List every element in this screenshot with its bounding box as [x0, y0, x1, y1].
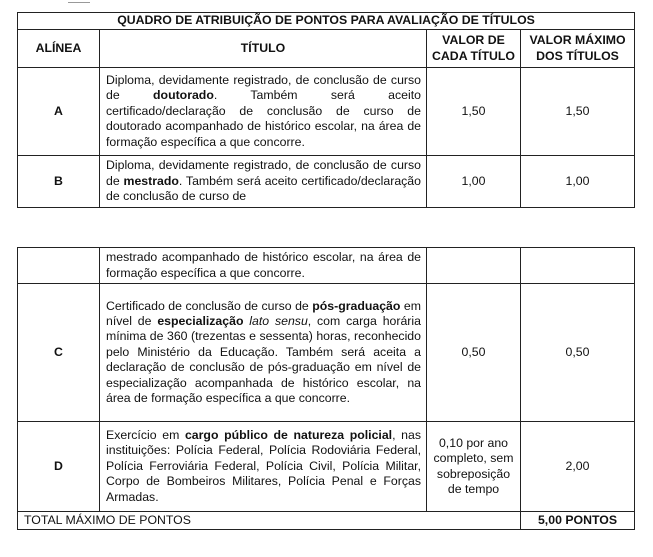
total-value: 5,00 PONTOS: [521, 512, 635, 530]
maximo-a: 1,50: [521, 68, 635, 156]
header-alinea: ALÍNEA: [18, 30, 100, 68]
page-top-mark: [68, 2, 90, 3]
maximo-b-continued: [521, 248, 635, 284]
titulo-b: Diploma, devidamente registrado, de conclusão de curso de mestrado. Também será aceito certificado/declaração de conclusão de curso de: [100, 156, 427, 208]
header-valor-line1: VALOR DE: [442, 33, 505, 48]
table-row-d: [18, 422, 635, 512]
header-maximo: [521, 30, 635, 68]
titulo-a: Diploma, devidamente registrado, de conclusão de curso de doutorado. Também será aceito certificado/declaração de conclusão de curso de doutorado acompanhado de histórico escolar, na área de formação específica a que concorre.: [100, 68, 427, 156]
maximo-b: 1,00: [521, 156, 635, 208]
points-table-part-1: [17, 12, 635, 208]
titulo-b-continued: mestrado acompanhado de histórico escolar, na área de formação específica a que concorre.: [100, 248, 427, 284]
valor-b: 1,00: [427, 156, 521, 208]
table-row-c: [18, 284, 635, 422]
alinea-b-continued: [18, 248, 100, 284]
maximo-d: 2,00: [521, 422, 635, 512]
valor-b-continued: [427, 248, 521, 284]
titulo-d: Exercício em cargo público de natureza policial, nas instituições: Polícia Federal, Polícia Rodoviária Federal, Polícia Ferroviária Federal, Polícia Civil, Polícia Militar, Corpo de Bombeiros Militares, Polícia Penal e Forças Armadas.: [100, 422, 427, 512]
valor-d: 0,10 por ano completo, sem sobreposição de tempo: [427, 422, 521, 512]
table-row-b: [18, 156, 635, 208]
table-row-total: [18, 512, 635, 530]
table-row-a: [18, 68, 635, 156]
valor-a: 1,50: [427, 68, 521, 156]
points-table-part-2: [17, 247, 635, 530]
header-maximo-line1: VALOR MÁXIMO: [529, 33, 626, 48]
maximo-c: 0,50: [521, 284, 635, 422]
alinea-c: C: [18, 284, 100, 422]
header-maximo-line2: DOS TÍTULOS: [536, 48, 619, 63]
valor-c: 0,50: [427, 284, 521, 422]
titulo-c: Certificado de conclusão de curso de pós-graduação em nível de especialização lato sensu, com carga horária mínima de 360 (trezentas e sessenta) horas, reconhecido pelo Ministério da Educação. Também será aceita a declaração de conclusão de pós-graduação em nível de especialização acompanhada de histórico escolar, na área de formação específica a que concorre.: [100, 284, 427, 422]
table-row-b-continued: [18, 248, 635, 284]
table-title: QUADRO DE ATRIBUIÇÃO DE PONTOS PARA AVALIAÇÃO DE TÍTULOS: [18, 13, 635, 30]
alinea-a: A: [18, 68, 100, 156]
alinea-d: D: [18, 422, 100, 512]
header-titulo: TÍTULO: [100, 30, 427, 68]
alinea-b: B: [18, 156, 100, 208]
header-valor: [427, 30, 521, 68]
total-label: TOTAL MÁXIMO DE PONTOS: [18, 512, 521, 530]
header-valor-line2: CADA TÍTULO: [432, 48, 515, 63]
